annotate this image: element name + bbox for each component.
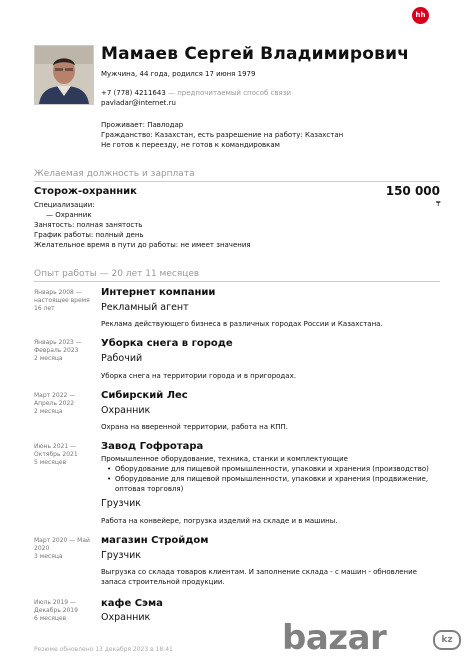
specializations-label: Специализации: bbox=[34, 201, 95, 209]
work-schedule: График работы: полный день bbox=[34, 231, 144, 239]
list-item: • Оборудование для пищевой промышленности, упаковки и хранения (продвижение, оптовая торговля) bbox=[101, 474, 441, 494]
job-role: Грузчик bbox=[101, 550, 142, 561]
desired-salary: 150 000 bbox=[385, 184, 440, 198]
desired-position: Сторож-охранник bbox=[34, 186, 137, 197]
specialization-item: — Охранник bbox=[46, 211, 92, 219]
job-period: Март 2020 — Май 2020 3 месяца bbox=[34, 537, 90, 560]
commute-time: Желательное время в пути до работы: не имеет значения bbox=[34, 241, 251, 249]
profile-photo bbox=[34, 45, 94, 105]
phone-note: — предпочитаемый способ связи bbox=[165, 89, 292, 97]
contact-email[interactable]: pavladar@internet.ru bbox=[101, 99, 176, 107]
phone-number[interactable]: +7 (778) 4211643 bbox=[101, 89, 166, 97]
person-photo-icon bbox=[35, 46, 93, 104]
residence: Проживает: Павлодар bbox=[101, 121, 184, 129]
candidate-summary: Мужчина, 44 года, родился 17 июня 1979 bbox=[101, 70, 256, 78]
job-description: Охрана на вверенной территории, работа на КПП. bbox=[101, 423, 288, 431]
job-period: Июль 2019 — Декабрь 2019 6 месяцев bbox=[34, 599, 78, 622]
job-period: Март 2022 — Апрель 2022 2 месяца bbox=[34, 392, 76, 415]
job-industry: Промышленное оборудование, техника, станки и комплектующие bbox=[101, 455, 348, 463]
job-company: Интернет компании bbox=[101, 287, 216, 298]
job-description: Уборка снега на территории города и в пригородах. bbox=[101, 372, 296, 380]
job-period: Январь 2008 — настоящее время 16 лет bbox=[34, 289, 90, 312]
candidate-name: Мамаев Сергей Владимирович bbox=[101, 44, 410, 64]
bazar-watermark-logo: bazar bbox=[282, 618, 387, 658]
employment-type: Занятость: полная занятость bbox=[34, 221, 143, 229]
job-role: Охранник bbox=[101, 612, 151, 623]
experience-section-title: Опыт работы — 20 лет 11 месяцев bbox=[34, 269, 200, 279]
hh-logo: hh bbox=[412, 7, 429, 24]
resume-updated-footer: Резюме обновлено 13 декабря 2023 в 18:41 bbox=[34, 646, 173, 653]
industry-list bbox=[101, 464, 441, 494]
job-company: Уборка снега в городе bbox=[101, 338, 233, 349]
relocation-status: Не готов к переезду, не готов к командировкам bbox=[101, 141, 280, 149]
job-role: Рекламный агент bbox=[101, 302, 189, 313]
section-divider bbox=[34, 281, 440, 282]
job-period: Январь 2023 — Февраль 2023 2 месяца bbox=[34, 339, 82, 362]
currency-symbol: ₸ bbox=[436, 200, 441, 208]
job-description: Работа на конвейере, погрузка изделий на складе и в машины. bbox=[101, 517, 338, 525]
job-role: Рабочий bbox=[101, 353, 143, 364]
citizenship: Гражданство: Казахстан, есть разрешение на работу: Казахстан bbox=[101, 131, 344, 139]
job-company: магазин Стройдом bbox=[101, 535, 209, 546]
job-company: Сибирский Лес bbox=[101, 390, 188, 401]
job-period: Июнь 2021 — Октябрь 2021 5 месяцев bbox=[34, 443, 78, 466]
job-role: Охранник bbox=[101, 405, 151, 416]
job-company: Завод Гофротара bbox=[101, 441, 204, 452]
desired-section-title: Желаемая должность и зарплата bbox=[34, 169, 195, 179]
section-divider bbox=[34, 181, 440, 182]
list-item: • Оборудование для пищевой промышленности, упаковки и хранения (производство) bbox=[101, 464, 441, 474]
job-company: кафе Сэма bbox=[101, 598, 163, 609]
bazar-kz-badge: kz bbox=[433, 630, 461, 650]
job-description: Реклама действующего бизнеса в различных городах России и Казахстана. bbox=[101, 320, 383, 328]
contact-phone-row bbox=[101, 88, 291, 98]
job-role: Грузчик bbox=[101, 498, 142, 509]
job-description: Выгрузка со склада товаров клиентам. И заполнение склада - с машин - обновление запаса строительной продукции. bbox=[101, 568, 417, 586]
